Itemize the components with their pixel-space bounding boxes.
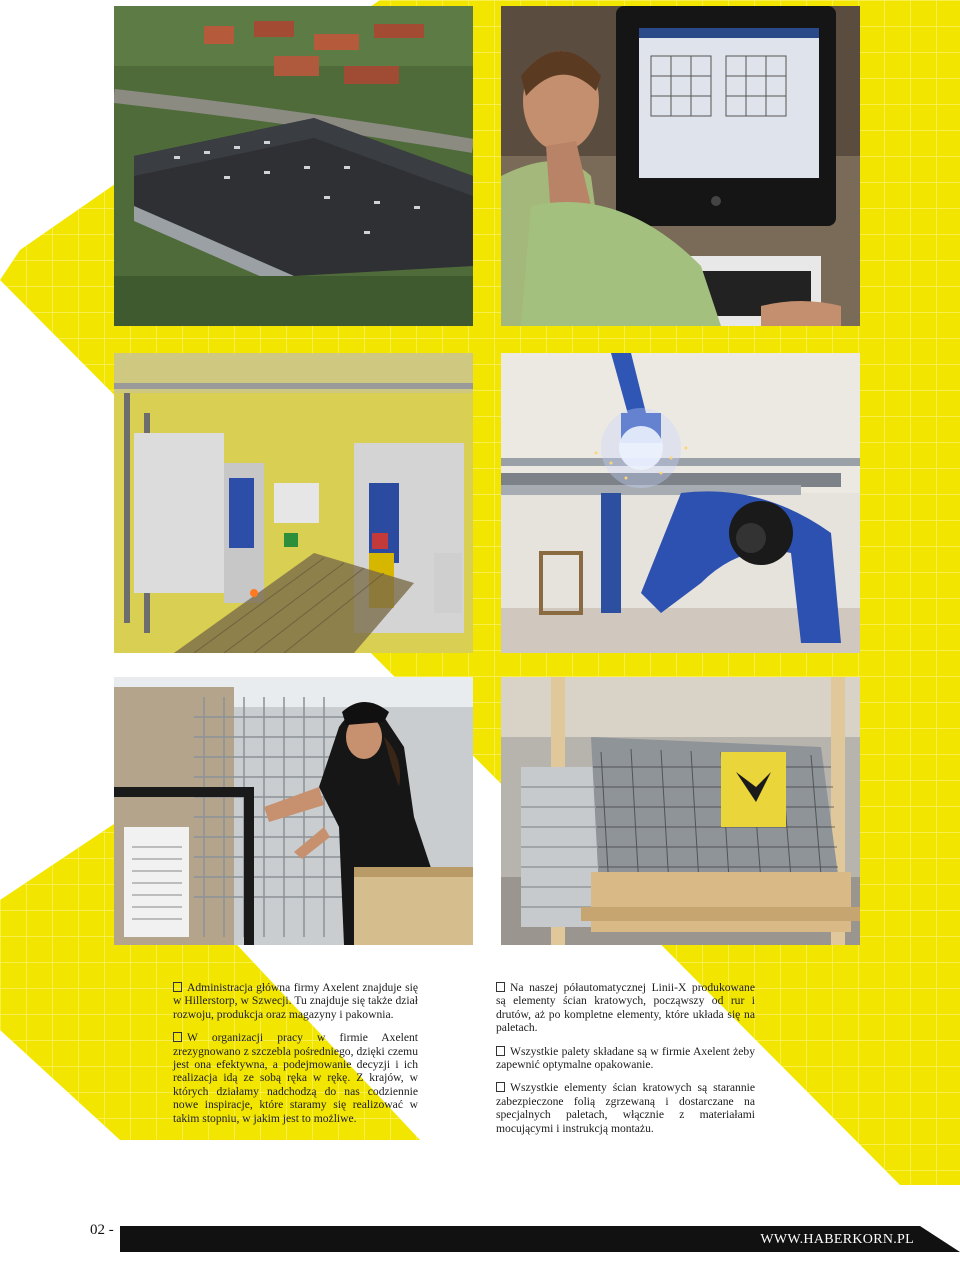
production-machine-image [114,353,473,653]
welding-robot-photo [501,353,860,653]
right-text-column [496,981,755,1145]
left-paragraph-2: W organizacji pracy w firmie Axelent zrezygnowano z szczebla pośredniego, dzięki czemu jest ona efektywna, a podejmowanie decyzji i ich realizacja idą ze sobą ręka w rękę. Z krajów, w których działamy nadchodzą do nas codziennie nowe inspiracje, które staramy się realizować w takim stopniu, w jakim jest to możliwe. [173,1031,418,1125]
bullet-icon [496,982,505,992]
production-machine-photo [114,353,473,653]
bullet-icon [173,982,182,992]
bullet-icon [496,1082,505,1092]
operator-computer-image [501,6,860,326]
aerial-factory-image [114,6,473,326]
website-link[interactable]: WWW.HABERKORN.PL [760,1232,914,1247]
bullet-icon [173,1032,182,1042]
packed-pallet-image [501,677,860,945]
page-number: 02 - [90,1222,114,1238]
worker-mesh-panel-image [114,677,473,945]
right-paragraph-2: Wszystkie palety składane są w firmie Axelent żeby zapewnić optymalne opakowanie. [496,1044,755,1072]
welding-robot-image [501,353,860,653]
bullet-icon [496,1046,505,1056]
right-paragraph-3: Wszystkie elementy ścian kratowych są starannie zabezpieczone folią zgrzewaną i dostarczane na specjalnych paletach, włącznie z materiałami mocującymi i instrukcją montażu. [496,1081,755,1135]
aerial-factory-photo [114,6,473,326]
operator-computer-photo [501,6,860,326]
right-paragraph-1: Na naszej półautomatycznej Linii-X produkowane są elementy ścian kratowych, począwszy od rur i drutów, aż po kompletne elementy, które układa się na paletach. [496,981,755,1035]
packed-pallet-photo [501,677,860,945]
left-text-column [173,981,418,1135]
left-paragraph-1: Administracja główna firmy Axelent znajduje się w Hillerstorp, w Szwecji. Tu znajduje się także dział rozwoju, produkcja oraz magazyny i pakownia. [173,981,418,1021]
worker-mesh-panel-photo [114,677,473,945]
